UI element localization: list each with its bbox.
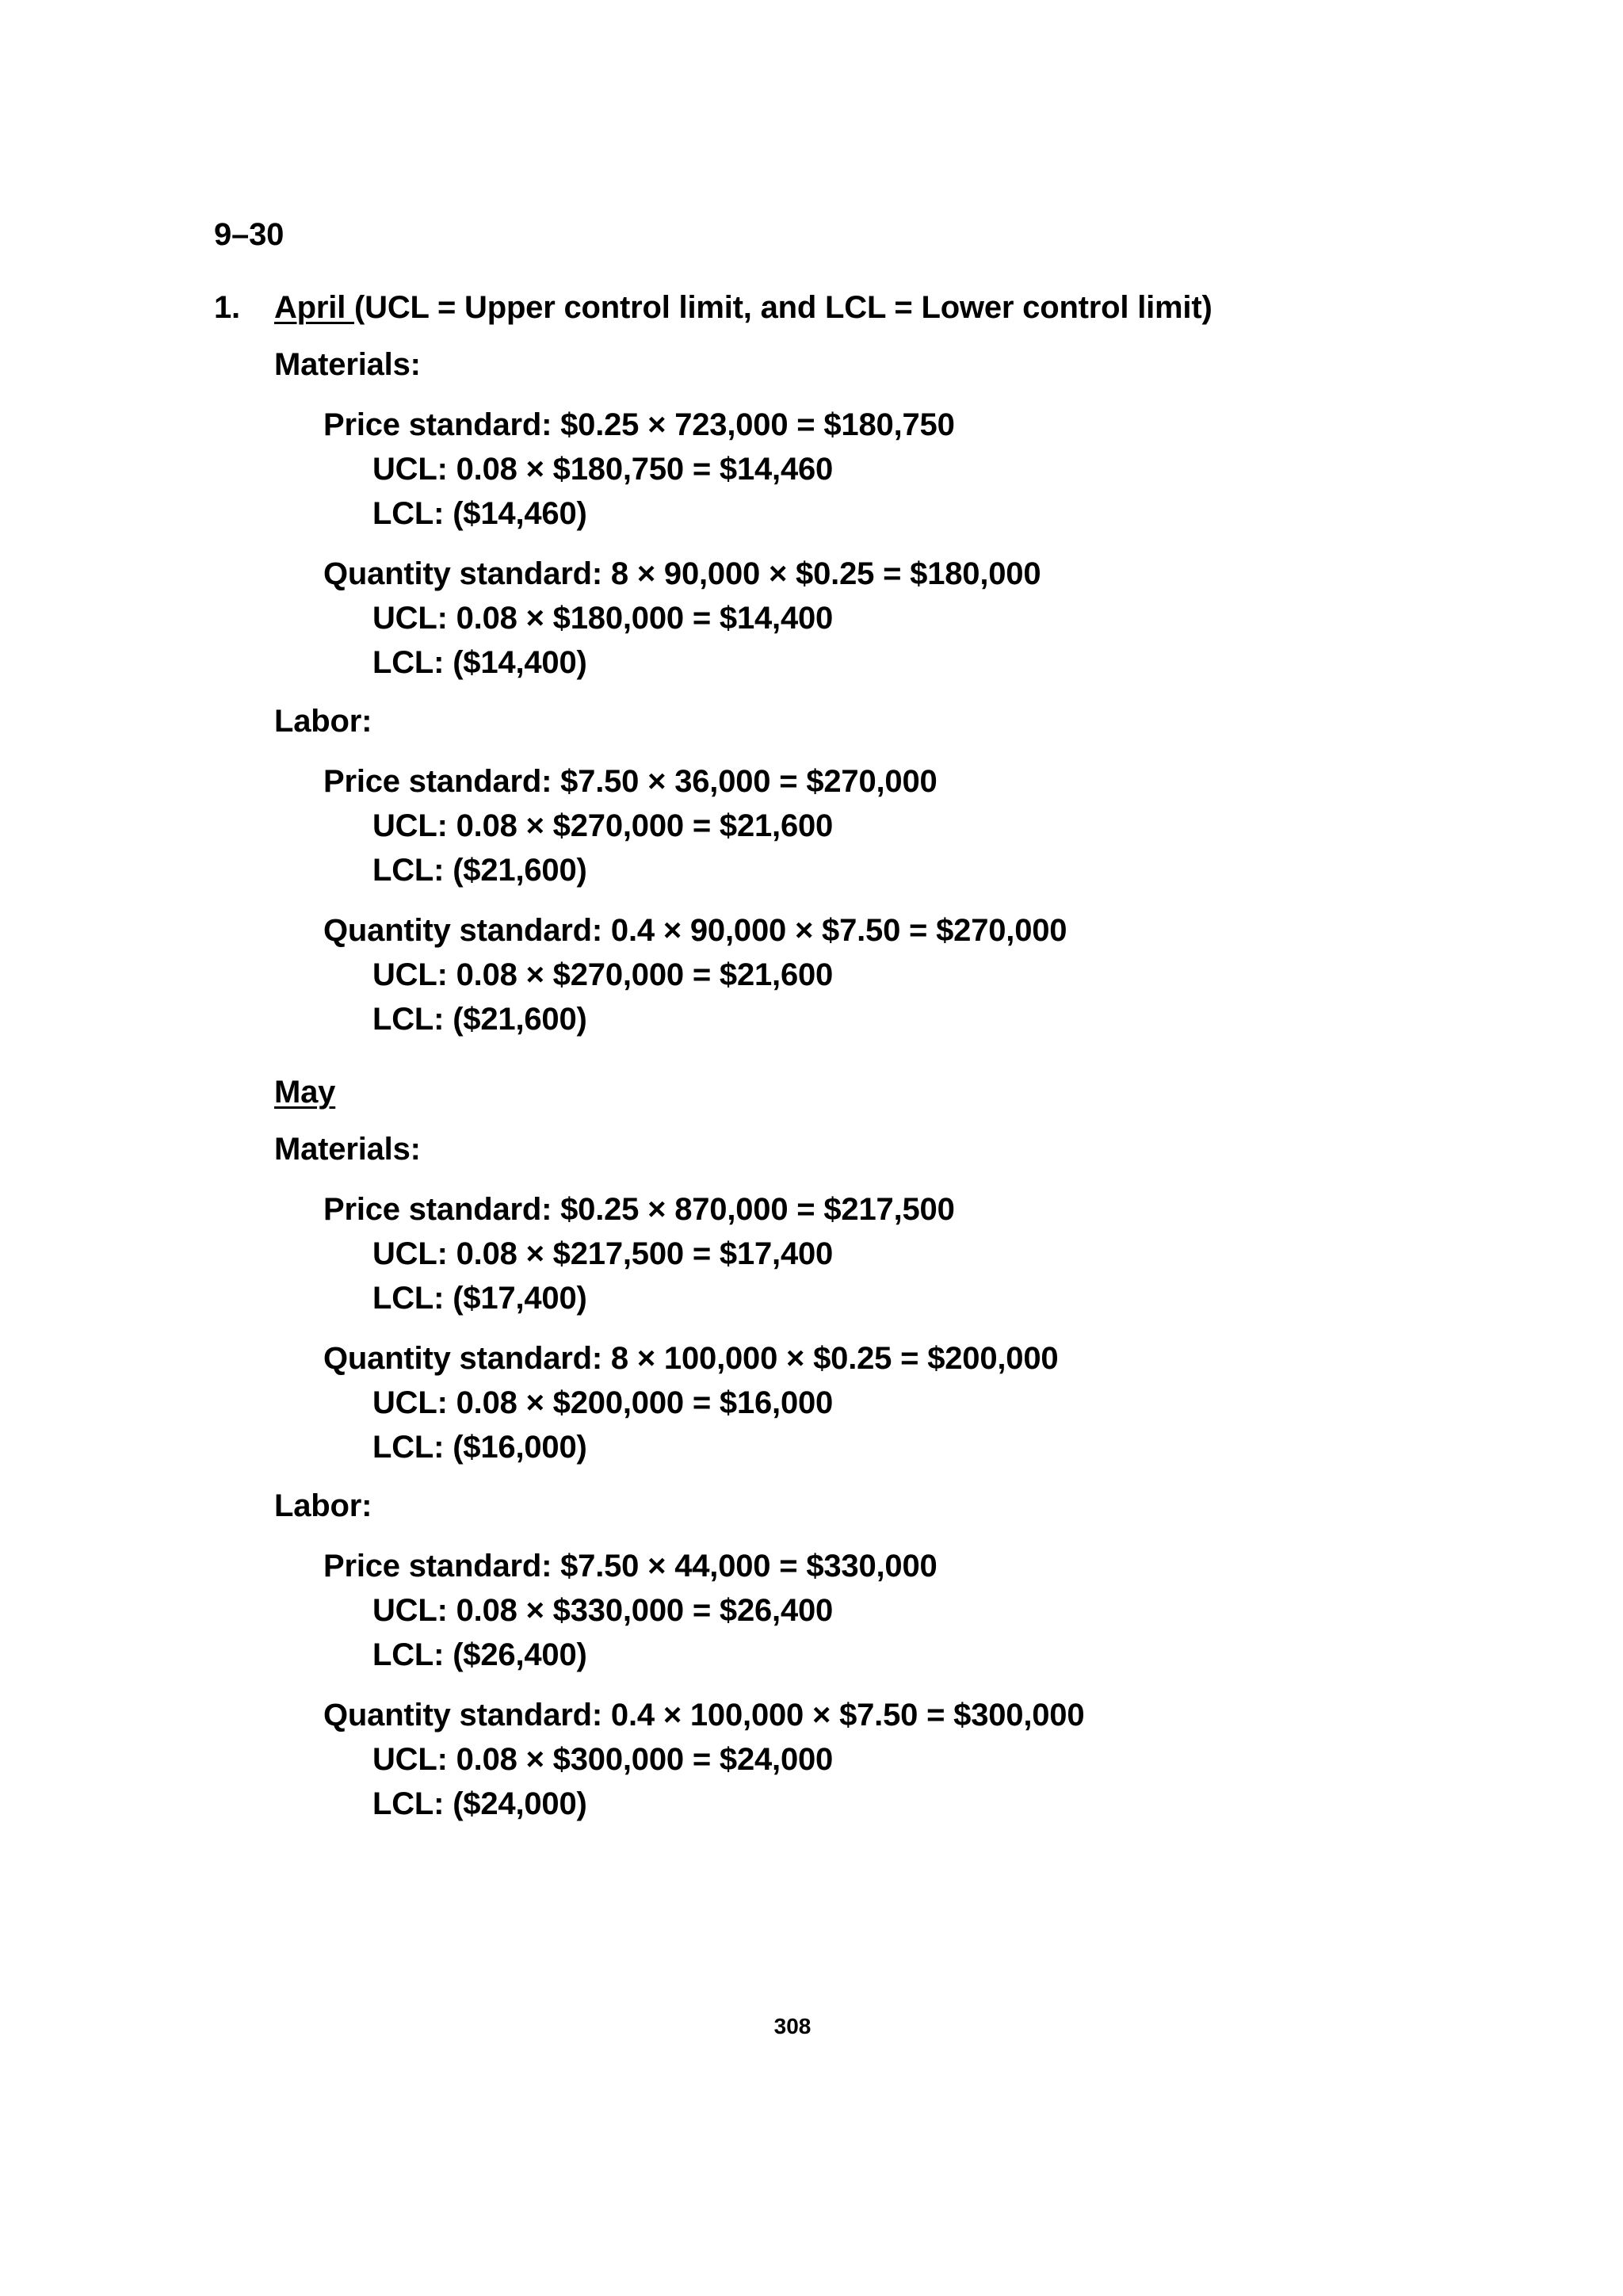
may-materials-price-lcl: LCL: ($17,400) [372, 1281, 587, 1316]
april-materials-quantity-ucl: UCL: 0.08 × $180,000 = $14,400 [372, 601, 834, 636]
april-labor-price-standard: Price standard: $7.50 × 36,000 = $270,000 [323, 764, 938, 799]
april-labor-price-ucl: UCL: 0.08 × $270,000 = $21,600 [372, 808, 834, 843]
page-number: 308 [773, 2014, 812, 2038]
may-materials-price-standard: Price standard: $0.25 × 870,000 = $217,500 [323, 1192, 955, 1227]
may-materials-quantity-lcl: LCL: ($16,000) [372, 1430, 587, 1465]
april-labor-quantity-ucl: UCL: 0.08 × $270,000 = $21,600 [372, 957, 834, 992]
may-labor-label: Labor: [274, 1488, 372, 1523]
april-labor-quantity-lcl: LCL: ($21,600) [372, 1002, 587, 1037]
april-materials-price-ucl: UCL: 0.08 × $180,750 = $14,460 [372, 452, 834, 487]
may-labor-quantity-standard: Quantity standard: 0.4 × 100,000 × $7.50 = $300,000 [323, 1698, 1085, 1733]
april-labor-price-lcl: LCL: ($21,600) [372, 853, 587, 888]
may-labor-quantity-ucl: UCL: 0.08 × $300,000 = $24,000 [372, 1742, 834, 1777]
may-heading: May [274, 1075, 336, 1110]
may-materials-price-ucl: UCL: 0.08 × $217,500 = $17,400 [372, 1236, 834, 1271]
may-labor-quantity-lcl: LCL: ($24,000) [372, 1786, 587, 1821]
item-number: 1. [214, 290, 240, 325]
april-labor-label: Labor: [274, 704, 372, 739]
may-labor-price-standard: Price standard: $7.50 × 44,000 = $330,000 [323, 1549, 938, 1584]
problem-number: 9–30 [214, 217, 285, 252]
april-materials-quantity-lcl: LCL: ($14,400) [372, 645, 587, 680]
may-labor-price-lcl: LCL: ($26,400) [372, 1637, 587, 1672]
april-labor-quantity-standard: Quantity standard: 0.4 × 90,000 × $7.50 = $270,000 [323, 913, 1067, 948]
april-materials-price-lcl: LCL: ($14,460) [372, 496, 587, 531]
may-materials-quantity-standard: Quantity standard: 8 × 100,000 × $0.25 = $200,000 [323, 1341, 1059, 1376]
may-materials-quantity-ucl: UCL: 0.08 × $200,000 = $16,000 [372, 1385, 834, 1420]
april-note: (UCL = Upper control limit, and LCL = Lower control limit) [354, 290, 1212, 325]
april-materials-label: Materials: [274, 347, 421, 382]
may-labor-price-ucl: UCL: 0.08 × $330,000 = $26,400 [372, 1593, 834, 1628]
april-heading-line [274, 288, 1212, 327]
april-heading: April [274, 290, 355, 325]
april-materials-price-standard: Price standard: $0.25 × 723,000 = $180,750 [323, 407, 955, 442]
may-materials-label: Materials: [274, 1132, 421, 1167]
april-materials-quantity-standard: Quantity standard: 8 × 90,000 × $0.25 = $180,000 [323, 556, 1041, 591]
